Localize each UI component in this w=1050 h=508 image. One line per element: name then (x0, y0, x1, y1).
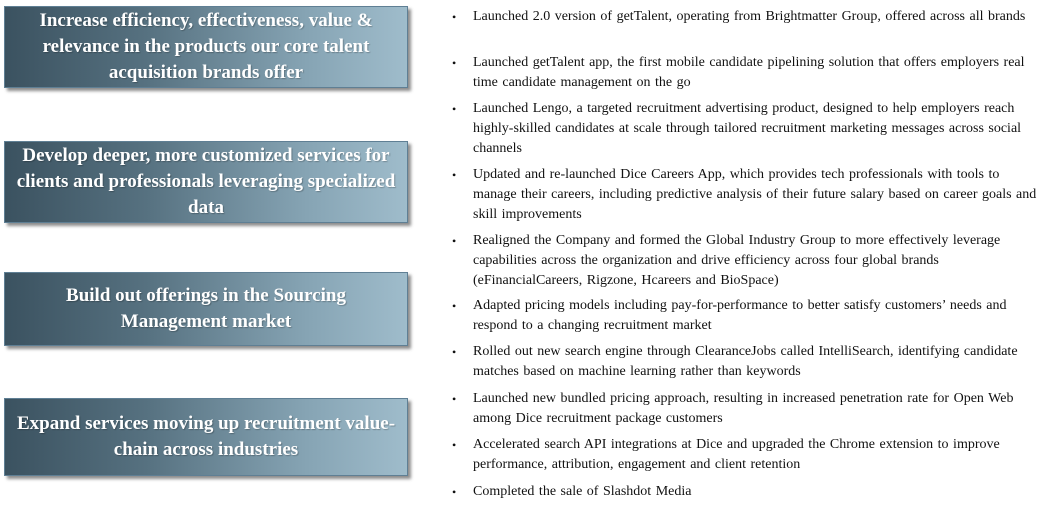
list-item (452, 53, 1042, 93)
bullet-icon: • (452, 438, 457, 452)
list-item-text: Updated and re-launched Dice Careers App, which provides tech professionals with tools to manage their careers, including predictive analysis of their future salary based on career goals and skill improvements (473, 167, 1037, 222)
strategy-box-customized-services (4, 141, 408, 223)
bullet-icon: • (452, 168, 457, 182)
list-item-text: Launched 2.0 version of getTalent, operating from Brightmatter Group, offered across all brands (473, 9, 1026, 24)
strategy-box-value-chain (4, 398, 408, 476)
strategy-box-label: Expand services moving up recruitment value-chain across industries (16, 413, 396, 460)
bullet-icon: • (452, 392, 457, 406)
bullet-icon: • (452, 102, 457, 116)
list-item-text: Rolled out new search engine through ClearanceJobs called IntelliSearch, identifying candidate matches based on machine learning rather than keywords (473, 344, 1018, 379)
strategy-box-label: Increase efficiency, effectiveness, value & relevance in the products our core talent acquisition brands offer (39, 10, 373, 83)
list-item-text: Launched new bundled pricing approach, resulting in increased penetration rate for Open Web among Dice recruitment package customers (473, 391, 1014, 426)
strategy-box-label: Build out offerings in the Sourcing Management market (66, 285, 346, 332)
list-item (452, 435, 1042, 475)
list-item (452, 482, 1042, 502)
list-item-text: Realigned the Company and formed the Global Industry Group to more effectively leverage capabilities across the organization and drive efficiency across four global brands (eFinancialCareers, Rigzone, Hcareers and BioSpace) (473, 233, 1001, 288)
bullet-icon: • (452, 299, 457, 313)
bullet-icon: • (452, 234, 457, 248)
list-item (452, 165, 1042, 225)
list-item (452, 389, 1042, 429)
list-item-text: Adapted pricing models including pay-for-performance to better satisfy customers’ needs and respond to a changing recruitment market (473, 298, 1007, 333)
list-item (452, 231, 1042, 291)
list-item-text: Launched Lengo, a targeted recruitment advertising product, designed to help employers reach highly-skilled candidates at scale through tailored recruitment marketing messages across social channels (473, 101, 1022, 156)
bullet-icon: • (452, 10, 457, 24)
bullet-icon: • (452, 56, 457, 70)
list-item (452, 99, 1042, 159)
bullet-icon: • (452, 485, 457, 499)
strategy-box-label: Develop deeper, more customized services for clients and professionals leveraging specialized data (16, 145, 396, 218)
strategy-box-sourcing-management (4, 272, 408, 346)
list-item (452, 342, 1042, 382)
list-item-text: Completed the sale of Slashdot Media (473, 484, 692, 499)
strategy-box-efficiency (4, 6, 408, 88)
list-item (452, 296, 1042, 336)
list-item-text: Accelerated search API integrations at Dice and upgraded the Chrome extension to improve performance, attribution, engagement and client retention (473, 437, 1000, 472)
list-item (452, 7, 1042, 27)
bullet-icon: • (452, 345, 457, 359)
list-item-text: Launched getTalent app, the first mobile candidate pipelining solution that offers employers real time candidate management on the go (473, 55, 1025, 90)
